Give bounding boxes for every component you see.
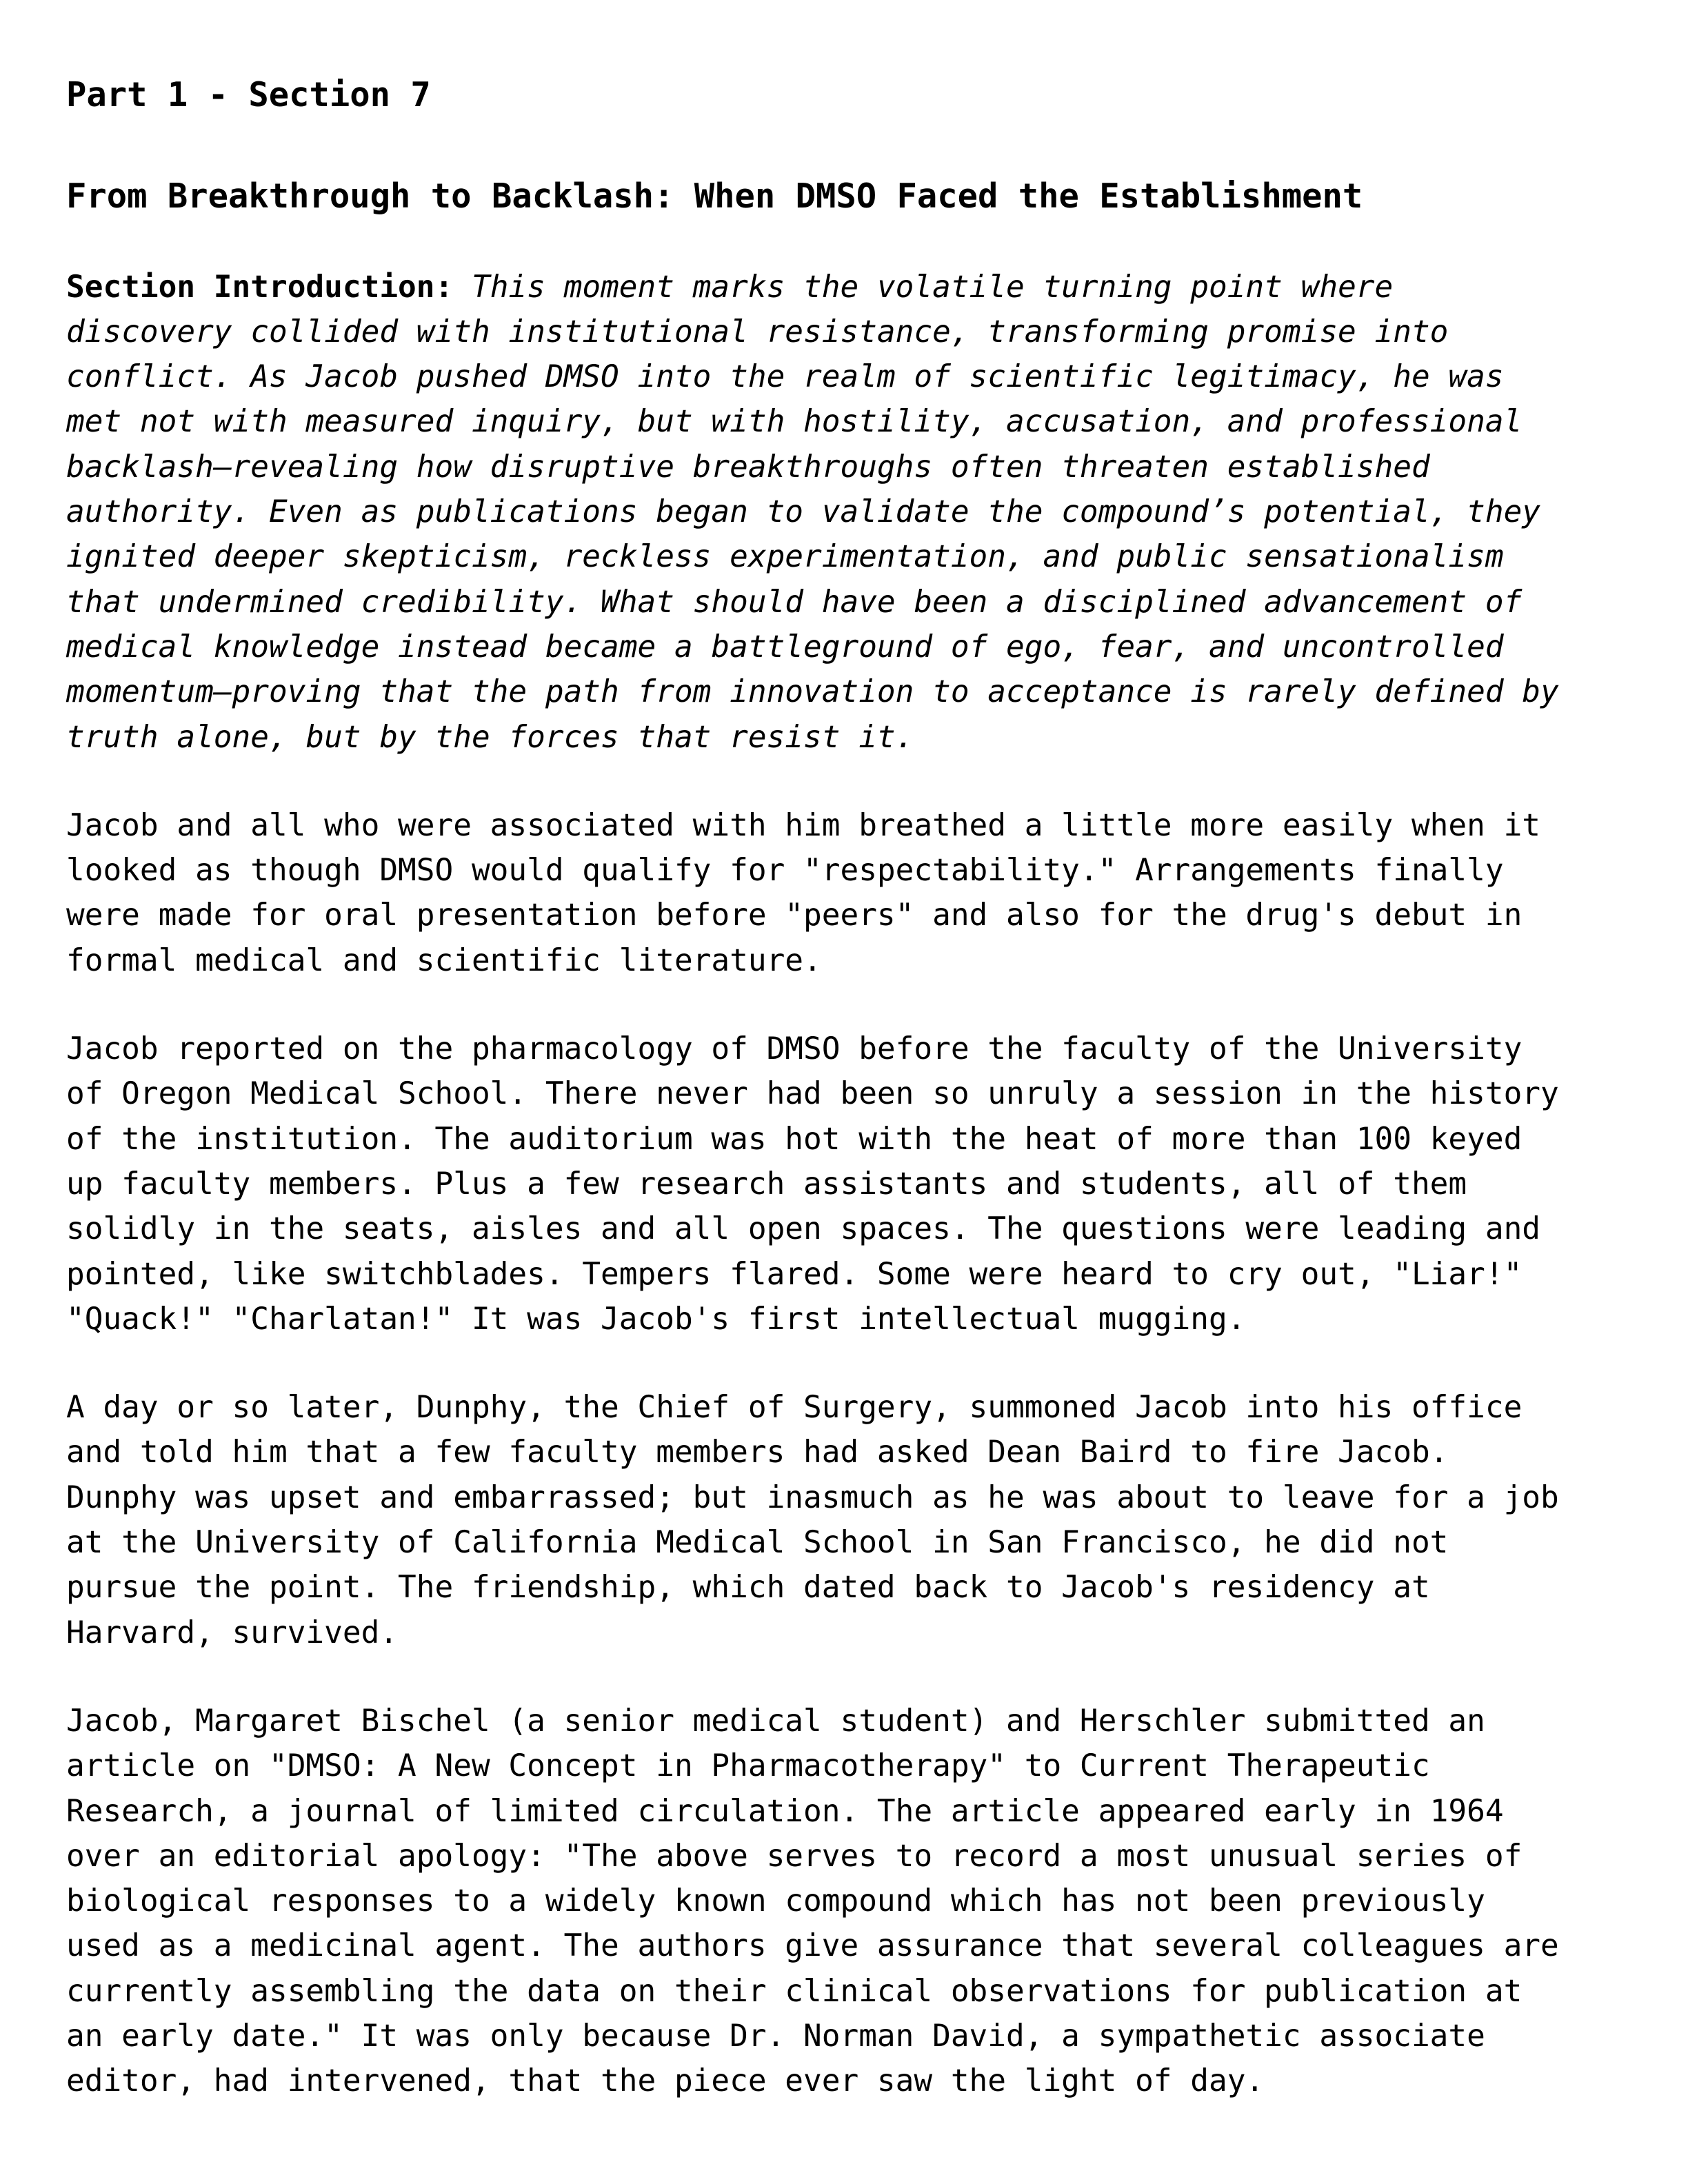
body-paragraph-4: Jacob, Margaret Bischel (a senior medical student) and Herschler submitted an article on "DMSO: A New Concept in Pharmacotherapy" to Current Therapeutic Research, a journal of limited circulation. The article appeared early in 1964 over an editorial apology: "The above serves to record a most unusual series of biological responses to a widely known compound which has not been previously used as a medicinal agent. The authors give assurance that several colleagues are currently assembling the data on their clinical observations for publication at an early date." It was only because Dr. Norman David, a sympathetic associate editor, had intervened, that the piece ever saw the light of day. <box>66 1703 1559 2099</box>
intro-paragraph <box>66 265 1622 760</box>
intro-text: This moment marks the volatile turning point where discovery collided with institutional resistance, transforming promise into conflict. As Jacob pushed DMSO into the realm of scientific legitimacy, he was met not with measured inquiry, but with hostility, accusation, and professional backlash—revealing how disruptive breakthroughs often threaten established authority. Even as publications began to validate the compound’s potential, they ignited deeper skepticism, reckless experimentation, and public sensationalism that undermined credibility. What should have been a disciplined advancement of medical knowledge instead became a battleground of ego, fear, and uncontrolled momentum—proving that the path from innovation to acceptance is rarely defined by truth alone, but by the forces that resist it. <box>66 269 1559 755</box>
body-paragraph-3: A day or so later, Dunphy, the Chief of Surgery, summoned Jacob into his office and told him that a few faculty members had asked Dean Baird to fire Jacob. Dunphy was upset and embarrassed; but inasmuch as he was about to leave for a job at the University of California Medical School in San Francisco, he did not pursue the point. The friendship, which dated back to Jacob's residency at Harvard, survived. <box>66 1390 1559 1650</box>
intro-label: Section Introduction: <box>66 269 472 305</box>
section-label: Part 1 - Section 7 <box>66 75 431 114</box>
body-paragraph-2: Jacob reported on the pharmacology of DMSO before the faculty of the University of Oregon Medical School. There never had been so unruly a session in the history of the institution. The auditorium was hot with the heat of more than 100 keyed up faculty members. Plus a few research assistants and students, all of them solidly in the seats, aisles and all open spaces. The questions were leading and pointed, like switchblades. Tempers flared. Some were heard to cry out, "Liar!" "Quack!" "Charlatan!" It was Jacob's first intellectual mugging. <box>66 1031 1559 1337</box>
body-paragraph-1: Jacob and all who were associated with him breathed a little more easily when it looked as though DMSO would qualify for "respectability." Arrangements finally were made for oral presentation before "peers" and also for the drug's debut in formal medical and scientific literature. <box>66 807 1541 978</box>
document-title: From Breakthrough to Backlash: When DMSO Faced the Establishment <box>66 176 1363 216</box>
